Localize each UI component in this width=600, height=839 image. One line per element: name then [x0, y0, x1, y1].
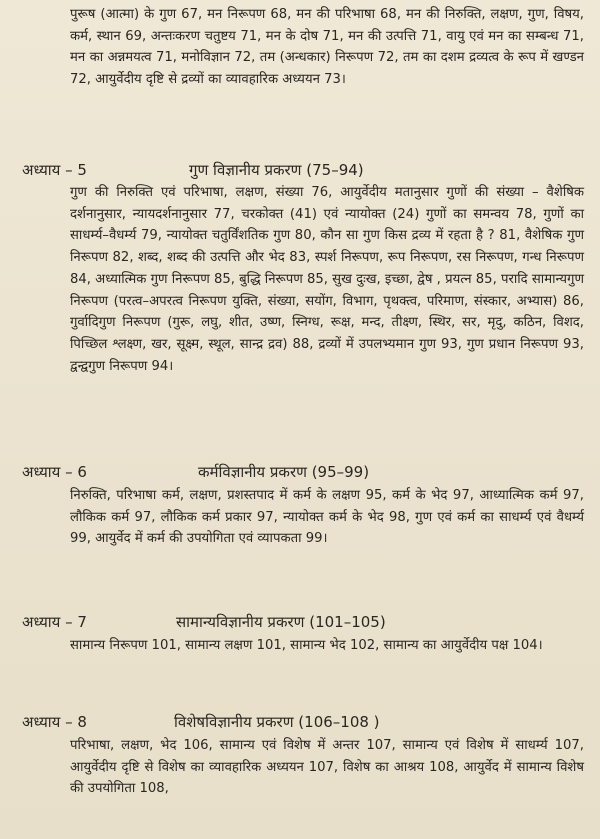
chapter-7-heading [0, 612, 600, 632]
chapter-7-label: अध्याय – 7 [22, 613, 87, 631]
intro-paragraph: पुरूष (आत्मा) के गुण 67, मन निरूपण 68, मन की परिभाषा 68, मन की निरुक्ति, लक्षण, गुण, विषय, कर्म, स्थान 69, अन्तःकरण चतुष्टय 71, मन के दोष 71, मन की उत्पत्ति 71, वायु एवं मन का सम्बन्ध 71, मन का अन्नमयत्व 71, मनोविज्ञान 72, तम (अन्धकार) निरूपण 72, तम का दशम द्रव्यत्व के रूप में खण्डन 72, आयुर्वेदीय दृष्टि से द्रव्यों का व्यावहारिक अध्ययन 73। [70, 7, 584, 88]
chapter-6-title: कर्मविज्ञानीय प्रकरण (95–99) [198, 463, 370, 481]
chapter-5-label: अध्याय – 5 [22, 161, 87, 179]
chapter-8-heading [0, 712, 600, 732]
chapter-7-title: सामान्यविज्ञानीय प्रकरण (101–105) [176, 613, 386, 631]
chapter-5-heading [0, 160, 600, 180]
chapter-8-title: विशेषविज्ञानीय प्रकरण (106–108 ) [174, 713, 380, 731]
chapter-7-content: सामान्य निरूपण 101, सामान्य लक्षण 101, सामान्य भेद 102, सामान्य का आयुर्वेदीय पक्ष 104। [70, 638, 543, 653]
chapter-8-label: अध्याय – 8 [22, 713, 87, 731]
chapter-8-content: परिभाषा, लक्षण, भेद 106, सामान्य एवं विशेष में अन्तर 107, सामान्य एवं विशेष में साधर्म्य 107, आयुर्वेदीय दृष्टि से विशेष का व्यावहारिक अध्ययन 107, विशेष का आश्रय 108, आयुर्वेद में सामान्य विशेष की उपयोगिता 108, [70, 738, 584, 797]
chapter-6-content: निरुक्ति, परिभाषा कर्म, लक्षण, प्रशस्तपाद में कर्म के लक्षण 95, कर्म के भेद 97, आध्यात्मिक कर्म 97, लौकिक कर्म 97, लौकिक कर्म प्रकार 97, न्यायोक्त कर्म के भेद 98, गुण एवं कर्म का साधर्म्य एवं वैधर्म्य 99, आयुर्वेद में कर्म की उपयोगिता एवं व्यापकता 99। [70, 488, 584, 547]
chapter-6-heading [0, 462, 600, 482]
chapter-5-title: गुण विज्ञानीय प्रकरण (75–94) [189, 161, 364, 179]
chapter-5-content: गुण की निरुक्ति एवं परिभाषा, लक्षण, संख्या 76, आयुर्वेदीय मतानुसार गुणों की संख्या – वैशेषिक दर्शनानुसार, न्यायदर्शनानुसार 77, चरकोक्त (41) एवं न्यायोक्त (24) गुणों का समन्वय 78, गुणों का साधर्म्य–वैधर्म्य 79, न्यायोक्त चतुर्विंशतिक गुण 80, कौन सा गुण किस द्रव्य में रहता है ? 81, वैशेषिक गुण निरूपण 82, शब्द, शब्द की उत्पत्ति और भेद 83, स्पर्श निरूपण, रूप निरूपण, रस निरूपण, गन्ध निरूपण 84, अध्यात्मिक गुण निरूपण 85, बुद्धि निरूपण 85, सुख दुःख, इच्छा, द्वेष , प्रयत्न 85, परादि सामान्यगुण निरूपण (परत्व–अपरत्व निरूपण युक्ति, संख्या, सयोंग, विभाग, पृथक्त्व, परिमाण, संस्कार, अभ्यास) 86, गुर्वादिगुण निरूपण (गुरू, लघु, शीत, उष्ण, स्निग्ध, रूक्ष, मन्द, तीक्ष्ण, स्थिर, सर, मृदु, कठिन, विशद, पिच्छिल श्लक्ष्ण, खर, सूक्ष्म, स्थूल, सान्द्र द्रव) 88, द्रव्यों में उपलभ्यमान गुण 93, गुण प्रधान निरूपण 93, द्वन्द्वगुण निरूपण 94। [70, 185, 584, 374]
chapter-6-label: अध्याय – 6 [22, 463, 87, 481]
